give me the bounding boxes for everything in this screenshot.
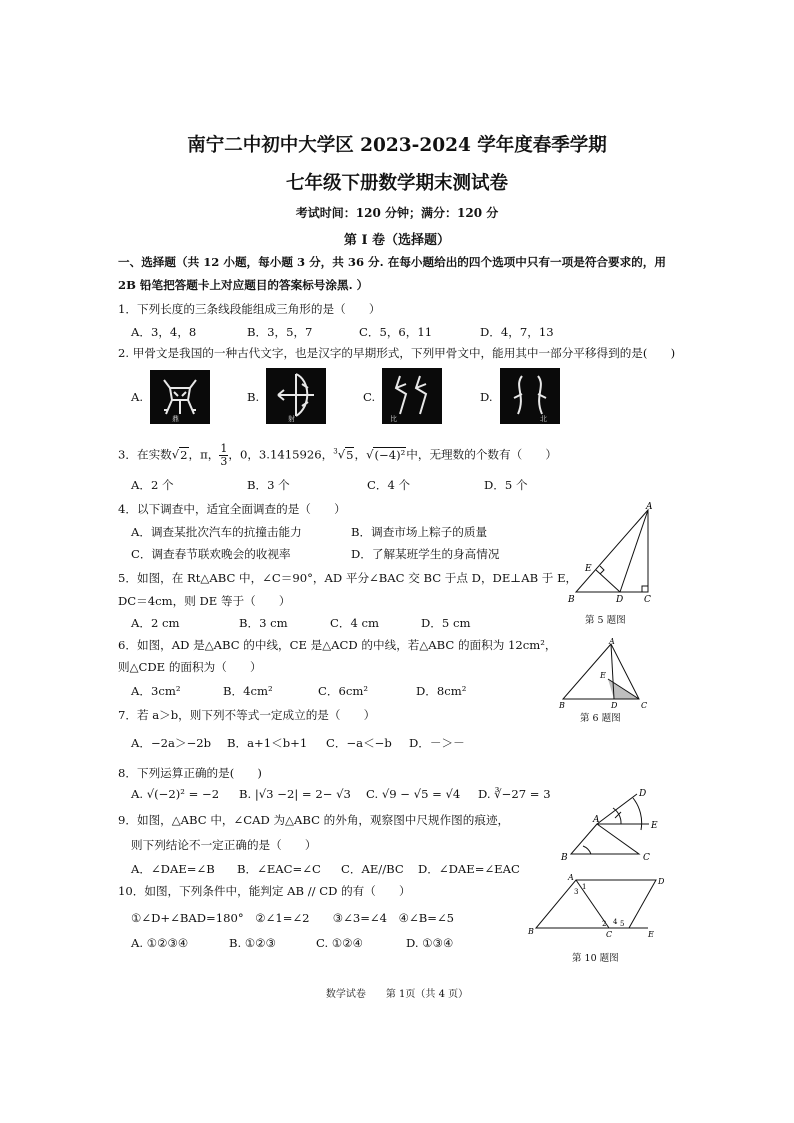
q10-option-c: C. ①②④ [316, 936, 364, 950]
q2-option-b: B. [247, 390, 260, 404]
q8-stem: 8．下列运算正确的是( ) [118, 766, 262, 780]
q9-label-e: E [651, 821, 658, 831]
q5-option-b: B．3 cm [239, 616, 288, 630]
q10-label-c: C [606, 930, 613, 939]
q5-stem-line2: DC＝4cm，则 DE 等于（ ） [118, 594, 291, 608]
q9-stem-line1: 9．如图，△ABC 中，∠CAD 为△ABC 的外角，观察图中尺规作图的痕迹， [118, 813, 510, 827]
q5-figure [560, 500, 670, 604]
q3-stem-pre: 3．在实数 [118, 447, 172, 462]
q10-label-1: 1 [582, 883, 587, 891]
q10-option-d: D. ①③④ [406, 936, 454, 950]
oracle-glyph-ding-label: 鼎 [172, 415, 179, 423]
q10-figure [524, 870, 674, 940]
q9-stem-line2: 则下列结论不一定正确的是（ ） [131, 838, 317, 852]
q2-option-c: C. [363, 390, 376, 404]
oracle-glyph-she-label: 射 [288, 415, 295, 423]
q2-option-d: D. [480, 390, 493, 404]
q10-label-2: 2 [602, 920, 607, 928]
q3-sqrt2: 2 [180, 447, 188, 462]
q10-label-5: 5 [620, 920, 625, 928]
q5-figure-caption: 第 5 题图 [585, 615, 626, 626]
oracle-glyph-bei-image [500, 368, 560, 424]
q3-option-b: B．3 个 [247, 478, 290, 492]
q3-option-c: C．4 个 [367, 478, 411, 492]
q3-fraction-num: 1 [220, 442, 228, 455]
q5-label-a: A [646, 502, 653, 512]
q2-option-a: A. [131, 390, 144, 404]
q8-option-d: D. ∛−27 = 3 [478, 787, 551, 801]
q6-label-d: D [611, 701, 618, 710]
q9-label-b: B [561, 853, 568, 863]
q3-stem-mid2: ，0，3.1415926， [228, 447, 334, 462]
q4-option-c: C．调查春节联欢晚会的收视率 [131, 547, 291, 561]
q10-label-d: D [658, 877, 665, 886]
page-subtitle: 七年级下册数学期末测试卷 [285, 173, 508, 194]
q3-stem: 3．在实数√2，π， $\frac{1}{3}$ ，0，3.1415926，$^3$√5，√(−4)²中，无理数的个数有（ ） [118, 442, 557, 468]
q7-stem: 7．若 a＞b，则下列不等式一定成立的是（ ） [118, 708, 376, 722]
q3-stem-post: 中，无理数的个数有（ ） [406, 447, 557, 462]
q10-option-a: A. ①②③④ [131, 936, 189, 950]
part-title: 第 I 卷（选择题） [343, 233, 451, 248]
section-instruction-line2: 2B 铅笔把答题卡上对应题目的答案标号涂黑. ） [118, 278, 369, 292]
q6-stem-line2: 则△CDE 的面积为（ ） [118, 660, 262, 674]
q10-figure-caption: 第 10 题图 [572, 953, 619, 964]
q5-stem-line1: 5．如图，在 Rt△ABC 中，∠C＝90°，AD 平分∠BAC 交 BC 于点 D，DE⊥AB 于 E， [118, 571, 578, 585]
q7-option-d: D．－＞－ [409, 736, 465, 750]
q2-stem: 2. 甲骨文是我国的一种古代文字，也是汉字的早期形式，下列甲骨文中，能用其中一部分平移得到的是( ) [118, 346, 676, 360]
q6-option-c: C．6cm² [318, 684, 368, 698]
exam-info: 考试时间：120 分钟；满分：120 分 [295, 206, 499, 220]
q9-option-a: A．∠DAE=∠B [131, 862, 215, 876]
q8-option-b: B. |√3 −2| = 2− √3 [239, 787, 351, 801]
oracle-glyph-bei-label: 北 [540, 415, 547, 423]
q7-option-c: C．−a＜−b [326, 736, 392, 750]
q10-label-e: E [648, 930, 654, 939]
q7-option-a: A．−2a＞−2b [131, 736, 212, 750]
q1-option-c: C．5，6，11 [359, 325, 433, 339]
q8-option-a: A. √(−2)² = −2 [131, 787, 220, 801]
page-footer: 数学试卷 第 1页（共 4 页） [325, 989, 469, 1000]
q9-option-c: C．AE//BC [341, 862, 404, 876]
q4-stem: 4．以下调查中，适宜全面调查的是（ ） [118, 502, 346, 516]
oracle-glyph-bi-image [382, 368, 442, 424]
q6-option-d: D．8cm² [416, 684, 467, 698]
q1-stem: 1．下列长度的三条线段能组成三角形的是（ ） [118, 302, 381, 316]
q6-label-a: A [609, 637, 615, 646]
section-instruction-line1: 一、选择题（共 12 小题，每小题 3 分，共 36 分. 在每小题给出的四个选项中只有一项是符合要求的，用 [118, 255, 666, 269]
q5-option-c: C．4 cm [330, 616, 380, 630]
q6-label-b: B [559, 701, 565, 710]
q4-option-b: B．调查市场上粽子的质量 [351, 525, 488, 539]
q6-figure [555, 636, 655, 710]
q3-cbrt-arg: 5 [346, 447, 354, 462]
q10-label-b: B [528, 927, 534, 936]
q5-label-b: B [568, 595, 575, 604]
q7-option-b: B．a+1＜b+1 [227, 736, 308, 750]
q3-cbrt-index: 3 [333, 447, 338, 456]
q3-sqrt-neg4: (−4)² [374, 447, 406, 462]
oracle-glyph-bi-label: 比 [390, 415, 397, 423]
q3-fraction [219, 443, 228, 468]
q6-stem-line1: 6．如图，AD 是△ABC 的中线，CE 是△ACD 的中线，若△ABC 的面积为 12cm²， [118, 638, 557, 652]
q10-conditions: ①∠D+∠BAD=180° ②∠1=∠2 ③∠3=∠4 ④∠B=∠5 [131, 911, 455, 925]
q9-label-d: D [639, 789, 647, 799]
q9-label-c: C [643, 853, 650, 863]
q5-label-e: E [585, 564, 592, 574]
q8-option-c: C. √9 − √5 = √4 [366, 787, 461, 801]
q10-label-a: A [568, 873, 574, 882]
q6-label-c: C [641, 701, 648, 710]
q1-option-b: B．3，5，7 [247, 325, 313, 339]
page-title: 南宁二中初中大学区 2023-2024 学年度春季学期 [187, 135, 607, 156]
q3-fraction-den: 3 [220, 455, 228, 468]
q9-label-a: A [593, 815, 600, 825]
q5-label-d: D [616, 595, 624, 604]
q9-figure [555, 782, 670, 866]
q5-option-a: A．2 cm [131, 616, 180, 630]
q10-label-4: 4 [613, 918, 618, 926]
q6-option-a: A．3cm² [131, 684, 181, 698]
q10-stem: 10．如图，下列条件中，能判定 AB // CD 的有（ ） [118, 884, 411, 898]
q5-option-d: D．5 cm [421, 616, 471, 630]
q6-figure-caption: 第 6 题图 [580, 713, 621, 724]
q3-sep: ， [354, 447, 367, 462]
oracle-glyph-she-image [266, 368, 326, 424]
q4-option-d: D．了解某班学生的身高情况 [351, 547, 500, 561]
q10-label-3: 3 [574, 888, 579, 896]
q9-option-b: B．∠EAC=∠C [237, 862, 321, 876]
q9-option-d: D．∠DAE=∠EAC [418, 862, 520, 876]
q3-option-d: D．5 个 [484, 478, 528, 492]
q5-label-c: C [644, 595, 651, 604]
q6-label-e: E [600, 671, 606, 680]
q4-option-a: A．调查某批次汽车的抗撞击能力 [131, 525, 302, 539]
oracle-glyph-ding-image [150, 370, 210, 424]
q1-option-d: D．4，7，13 [480, 325, 554, 339]
q10-option-b: B. ①②③ [229, 936, 277, 950]
q3-stem-mid: ，π， [188, 447, 220, 462]
q1-option-a: A．3，4，8 [131, 325, 197, 339]
q3-option-a: A．2 个 [131, 478, 174, 492]
q6-option-b: B．4cm² [223, 684, 273, 698]
